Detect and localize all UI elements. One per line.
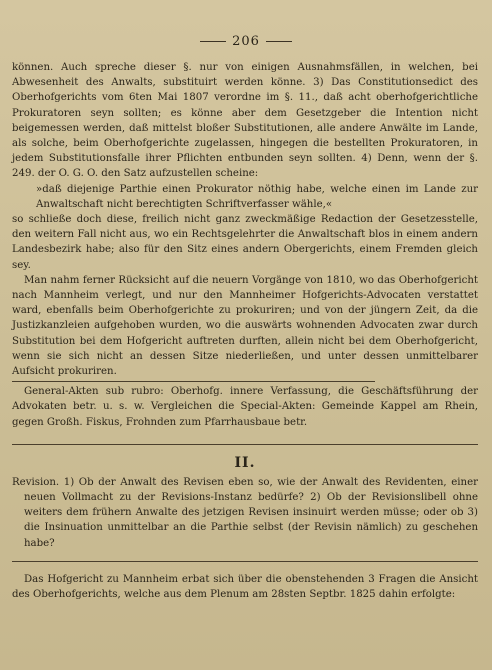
- quoted-statute: »daß diejenige Parthie einen Prokurator nöthig habe, welche einen im Lande zur Anwaltschaft nicht berechtigten Schriftverfasser wähle,«: [36, 183, 478, 210]
- paragraph-conclusion: so schließe doch diese, freilich nicht ganz zweckmäßige Redaction der Gesetzesstelle, den weitern Fall nicht aus, wo ein Rechtsgelehrter die Anwaltschaft blos in einem andern Landesbezirk habe; also für den Sitz eines andern Obergerichts, einem Fremden gleich sey.: [12, 214, 478, 271]
- section-divider: [12, 381, 375, 382]
- archive-reference: General-Akten sub rubro: Oberhofg. innere Verfassung, die Geschäftsführung der Advokaten betr. u. s. w. Vergleichen die Special-Akten: Gemeinde Kappel am Rhein, gegen Großh. Fiskus, Frohnden zum Pfarrhausbaue betr.: [12, 386, 478, 428]
- section-divider-lower: [12, 561, 478, 562]
- paragraph-continuation: können. Auch spreche dieser §. nur von einigen Ausnahmsfällen, in welchen, bei Abwesenheit des Anwalts, substituirt werden könne. 3) Das Constitutionsedict des Oberhofgerichts vom 6ten Mai 1807 verordne im §. 11., daß acht oberhofgerichtliche Prokuratoren seyn sollten; es könne aber dem Gesetzgeber die Intention nicht beigemessen werden, daß mittelst bloßer Substitutionen, alle andere Anwälte im Lande, als solche, beim Oberhofgerichte zugelassen, hingegen die bestellten Prokuratoren, in jedem Substitutionsfalle ihrer Pflichten entbunden seyn sollten. 4) Denn, wenn der §. 249. der O. G. O. den Satz aufzustellen scheine:: [12, 62, 478, 180]
- revision-question: Revision. 1) Ob der Anwalt des Revisen eben so, wie der Anwalt des Revidenten, einer neuen Vollmacht zu der Revisions-Instanz bedürfe? 2) Ob der Revisionslibell ohne weiters dem frühern Anwalte des jetzigen Revisen insinuirt werden müsse; oder ob 3) die Insinuation unmittelbar an die Parthie selbst (der Revisin nämlich) zu geschehen habe?: [12, 476, 478, 549]
- section-divider-full: [12, 444, 478, 445]
- header-rule-left: [200, 41, 226, 42]
- closing-paragraph: Das Hofgericht zu Mannheim erbat sich über die obenstehenden 3 Fragen die Ansicht des Oberhofgerichts, welche aus dem Plenum am 28sten Septbr. 1825 dahin erfolgte:: [12, 573, 478, 601]
- paragraph-history: Man nahm ferner Rücksicht auf die neuern Vorgänge von 1810, wo das Oberhofgericht nach Mannheim verlegt, und nur den Mannheimer Hofgerichts-Advocaten verstattet ward, ebenfalls beim Oberhofgerichte zu prokuriren; und von der jüngern Zeit, da die Justizkanzleien aufgehoben wurden, wo die auswärts wohnenden Advocaten zwar durch Substitution bei dem Hofgericht auftreten durften, allein nicht bei dem Oberhofgericht, wenn sie sich nicht an dessen Sitze niederließen, und unter dessen unmittelbarer Aufsicht prokuriren.: [12, 274, 478, 378]
- page-body: [12, 60, 478, 602]
- page-header: [0, 34, 492, 49]
- section-numeral: II.: [234, 454, 256, 471]
- header-rule-right: [266, 41, 292, 42]
- page-number: 206: [232, 34, 260, 49]
